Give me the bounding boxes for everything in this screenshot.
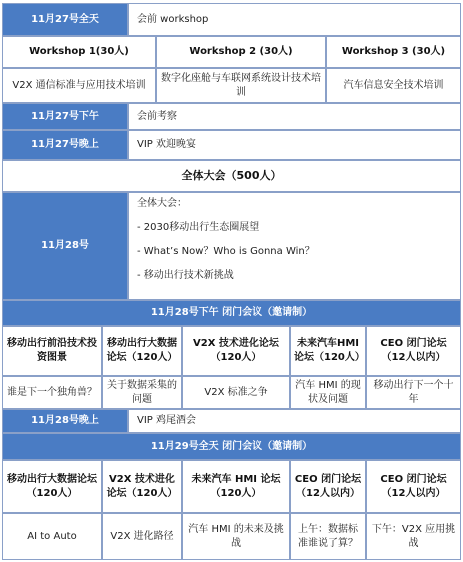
plenary-agenda-line: - What’s Now？Who is Gonna Win？: [137, 246, 315, 257]
nov29-closed-header: 11月29号全天 闭门会议（邀请制）: [2, 433, 461, 460]
row-label-nov27-evening: 11月27号晚上: [2, 130, 128, 160]
nov29-forum-header-3: 未来汽车 HMI 论坛（120人）: [182, 460, 290, 513]
forum-topic-1: 谁是下一个独角兽？: [2, 376, 102, 409]
workshop-2-topic: 数字化座舱与车联网系统设计技术培训: [156, 68, 326, 103]
plenary-agenda-line: - 移动出行技术新挑战: [137, 270, 234, 281]
plenary-header: 全体大会（500人）: [2, 160, 461, 192]
forum-header-5: CEO 闭门论坛（12人以内）: [366, 326, 461, 376]
forum-topic-5: 移动出行下一个十年: [366, 376, 461, 409]
nov29-forum-topic-1: AI to Auto: [2, 513, 102, 560]
plenary-agenda-line: 全体大会：: [137, 198, 187, 209]
row-label-nov27-afternoon: 11月27号下午: [2, 103, 128, 130]
workshop-3-topic: 汽车信息安全技术培训: [326, 68, 461, 103]
row-content-nov27-afternoon: 会前考察: [128, 103, 461, 130]
forum-topic-3: V2X 标准之争: [182, 376, 290, 409]
nov29-forum-topic-2: V2X 进化路径: [102, 513, 182, 560]
row-label-nov28: 11月28号: [2, 192, 128, 300]
row-label-nov28-evening: 11月28号晚上: [2, 409, 128, 433]
workshop-3-header: Workshop 3 (30人): [326, 36, 461, 68]
nov29-forum-header-1: 移动出行大数据论坛（120人）: [2, 460, 102, 513]
nov29-forum-topic-4: 上午：数据标准谁说了算？: [290, 513, 366, 560]
workshop-2-header: Workshop 2 (30人): [156, 36, 326, 68]
nov29-forum-header-5: CEO 闭门论坛（12人以内）: [366, 460, 461, 513]
plenary-agenda-line: - 2030移动出行生态圈展望: [137, 222, 260, 233]
forum-header-4: 未来汽车HMI论坛（120人）: [290, 326, 366, 376]
nov29-forum-topic-3: 汽车 HMI 的未来及挑战: [182, 513, 290, 560]
workshop-1-header: Workshop 1(30人): [2, 36, 156, 68]
row-content-nov28-evening: VIP 鸡尾酒会: [128, 409, 461, 433]
forum-header-1: 移动出行前沿技术投资图景: [2, 326, 102, 376]
row-label-nov27-allday: 11月27号全天: [2, 3, 128, 36]
nov28-afternoon-closed-header: 11月28号下午 闭门会议（邀请制）: [2, 300, 461, 326]
nov29-forum-header-2: V2X 技术进化论坛（120人）: [102, 460, 182, 513]
forum-topic-4: 汽车 HMI 的现状及问题: [290, 376, 366, 409]
row-content-nov27-evening: VIP 欢迎晚宴: [128, 130, 461, 160]
nov29-forum-topic-5: 下午：V2X 应用挑战: [366, 513, 461, 560]
forum-header-3: V2X 技术进化论坛（120人）: [182, 326, 290, 376]
forum-topic-2: 关于数据采集的问题: [102, 376, 182, 409]
plenary-agenda: [128, 192, 461, 300]
row-content-nov27-allday: 会前 workshop: [128, 3, 461, 36]
nov29-forum-header-4: CEO 闭门论坛（12人以内）: [290, 460, 366, 513]
workshop-1-topic: V2X 通信标准与应用技术培训: [2, 68, 156, 103]
forum-header-2: 移动出行大数据论坛（120人）: [102, 326, 182, 376]
